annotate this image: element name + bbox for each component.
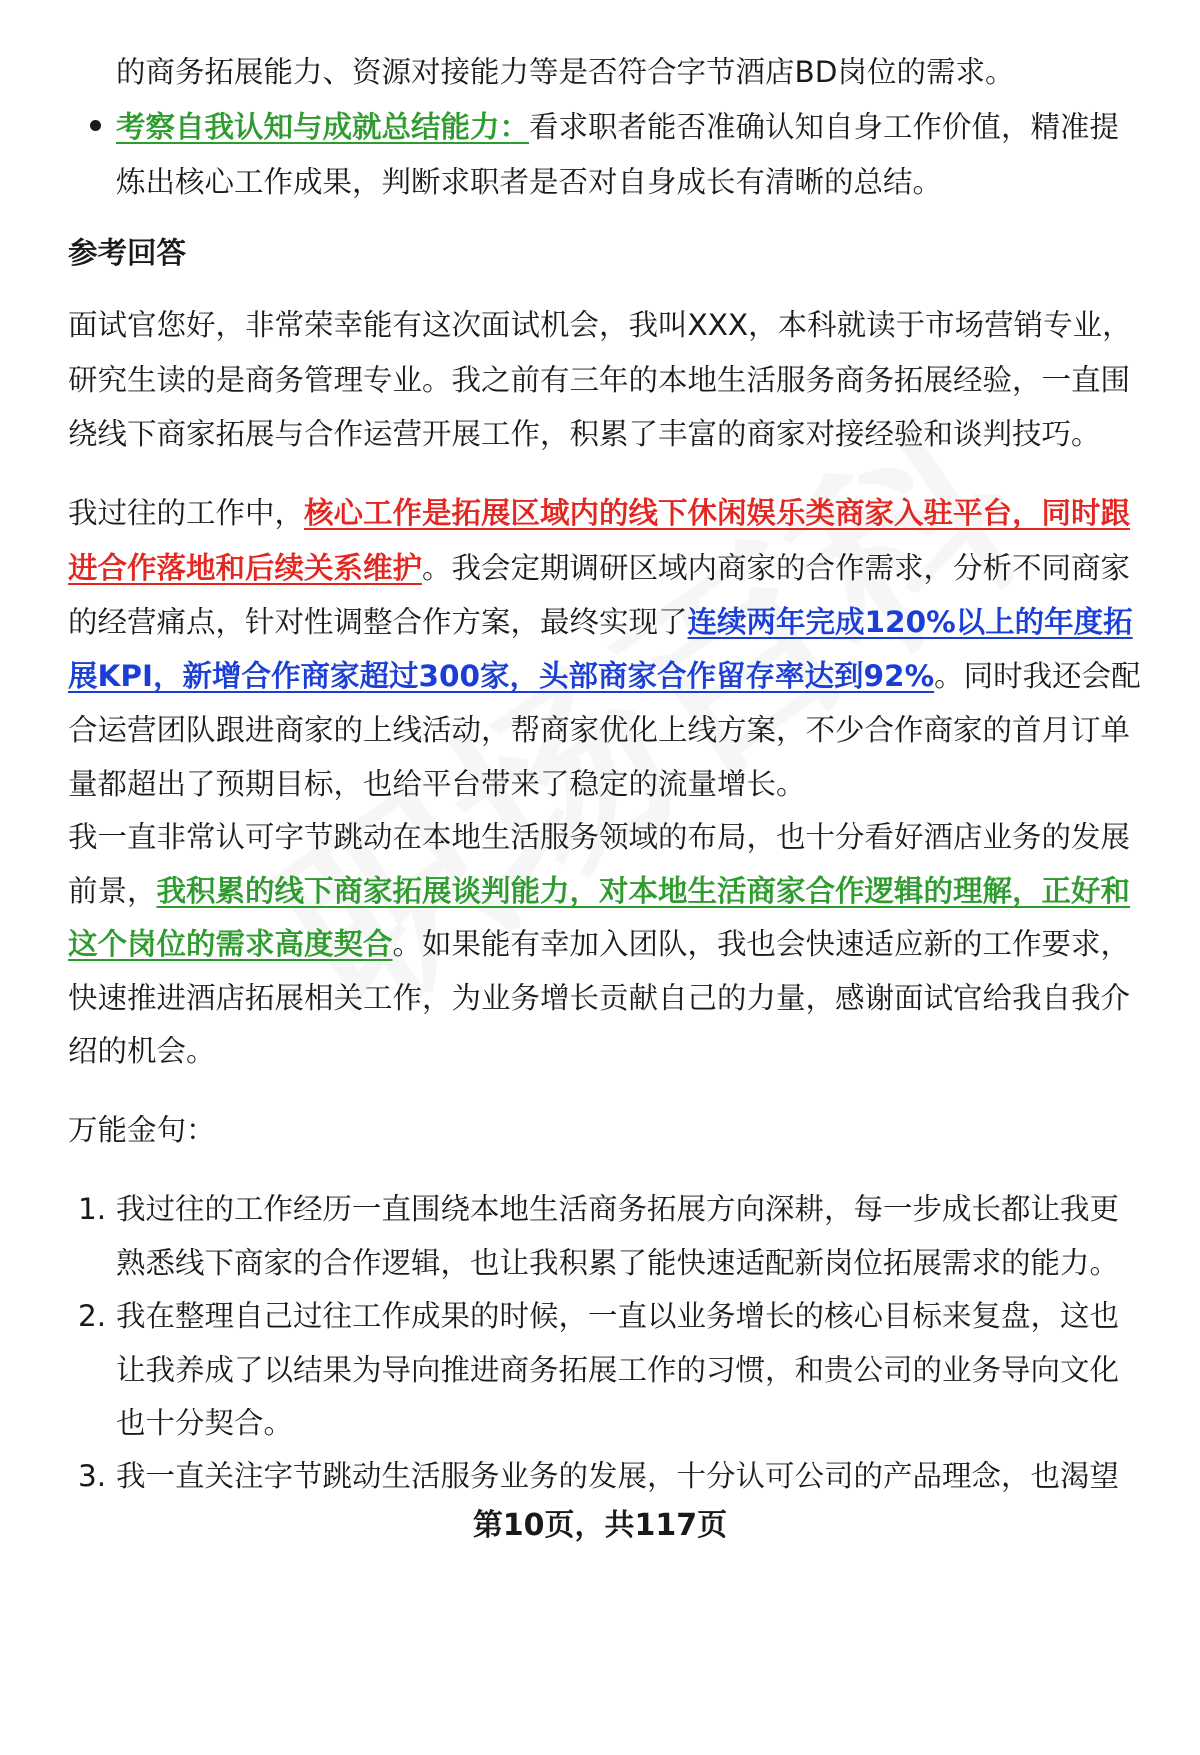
bullet-dot bbox=[90, 120, 101, 131]
para2-line-10: 快速推进酒店拓展相关工作，为业务增长贡献自己的力量，感谢面试官给我自我介 bbox=[68, 981, 1131, 1015]
top-line: 的商务拓展能力、资源对接能力等是否符合字节酒店BD岗位的需求。 bbox=[116, 55, 1015, 89]
list-item: 我一直关注字节跳动生活服务业务的发展，十分认可公司的产品理念，也渴望 bbox=[116, 1459, 1120, 1493]
para2-line-11: 绍的机会。 bbox=[68, 1034, 216, 1068]
bullet-label: 考察自我认知与成就总结能力： bbox=[116, 110, 530, 144]
para2-line-8: 前景，我积累的线下商家拓展谈判能力，对本地生活商家合作逻辑的理解，正好和 bbox=[68, 874, 1131, 908]
list-item: 我过往的工作经历一直围绕本地生活商务拓展方向深耕，每一步成长都让我更 bbox=[116, 1192, 1120, 1226]
bullet-line-2: 炼出核心工作成果，判断求职者是否对自身成长有清晰的总结。 bbox=[116, 165, 943, 199]
list-number: 2. bbox=[78, 1299, 107, 1333]
para2-line-9: 这个岗位的需求高度契合。如果能有幸加入团队，我也会快速适应新的工作要求， bbox=[68, 927, 1131, 961]
green-highlight: 我积累的线下商家拓展谈判能力，对本地生活商家合作逻辑的理解，正好和 bbox=[156, 874, 1131, 908]
red-highlight: 核心工作是拓展区域内的线下休闲娱乐类商家入驻平台，同时跟 bbox=[304, 496, 1131, 530]
list-number: 1. bbox=[78, 1192, 107, 1226]
list-item: 也十分契合。 bbox=[116, 1406, 294, 1440]
list-item: 让我养成了以结果为导向推进商务拓展工作的习惯，和贵公司的业务导向文化 bbox=[116, 1353, 1120, 1387]
para2-line-7: 我一直非常认可字节跳动在本地生活服务领域的布局，也十分看好酒店业务的发展 bbox=[68, 820, 1131, 854]
para2-line-4: 展KPI，新增合作商家超过300家，头部商家合作留存率达到92%。同时我还会配 bbox=[68, 659, 1141, 693]
para2-line-1: 我过往的工作中，核心工作是拓展区域内的线下休闲娱乐类商家入驻平台，同时跟 bbox=[68, 496, 1131, 530]
para1-line-1: 面试官您好，非常荣幸能有这次面试机会，我叫XXX，本科就读于市场营销专业， bbox=[68, 308, 1132, 342]
golden-heading: 万能金句： bbox=[68, 1113, 216, 1147]
list-item: 我在整理自己过往工作成果的时候，一直以业务增长的核心目标来复盘，这也 bbox=[116, 1299, 1120, 1333]
para2-line-3: 的经营痛点，针对性调整合作方案，最终实现了连续两年完成120%以上的年度拓 bbox=[68, 605, 1133, 639]
list-item: 熟悉线下商家的合作逻辑，也让我积累了能快速适配新岗位拓展需求的能力。 bbox=[116, 1246, 1120, 1280]
para1-line-2: 研究生读的是商务管理专业。我之前有三年的本地生活服务商务拓展经验，一直围 bbox=[68, 363, 1131, 397]
blue-highlight: 连续两年完成120%以上的年度拓 bbox=[687, 605, 1133, 639]
para2-line-2: 进合作落地和后续关系维护。我会定期调研区域内商家的合作需求，分析不同商家 bbox=[68, 551, 1131, 585]
section-heading: 参考回答 bbox=[68, 236, 187, 270]
para2-line-6: 量都超出了预期目标，也给平台带来了稳定的流量增长。 bbox=[68, 767, 806, 801]
bullet-line-1: 考察自我认知与成就总结能力：看求职者能否准确认知自身工作价值，精准提 bbox=[116, 110, 1120, 144]
para1-line-3: 绕线下商家拓展与合作运营开展工作，积累了丰富的商家对接经验和谈判技巧。 bbox=[68, 417, 1101, 451]
para2-line-5: 合运营团队跟进商家的上线活动，帮商家优化上线方案，不少合作商家的首月订单 bbox=[68, 713, 1131, 747]
list-number: 3. bbox=[78, 1459, 107, 1493]
page-number-footer: 第10页，共117页 bbox=[472, 1508, 728, 1543]
